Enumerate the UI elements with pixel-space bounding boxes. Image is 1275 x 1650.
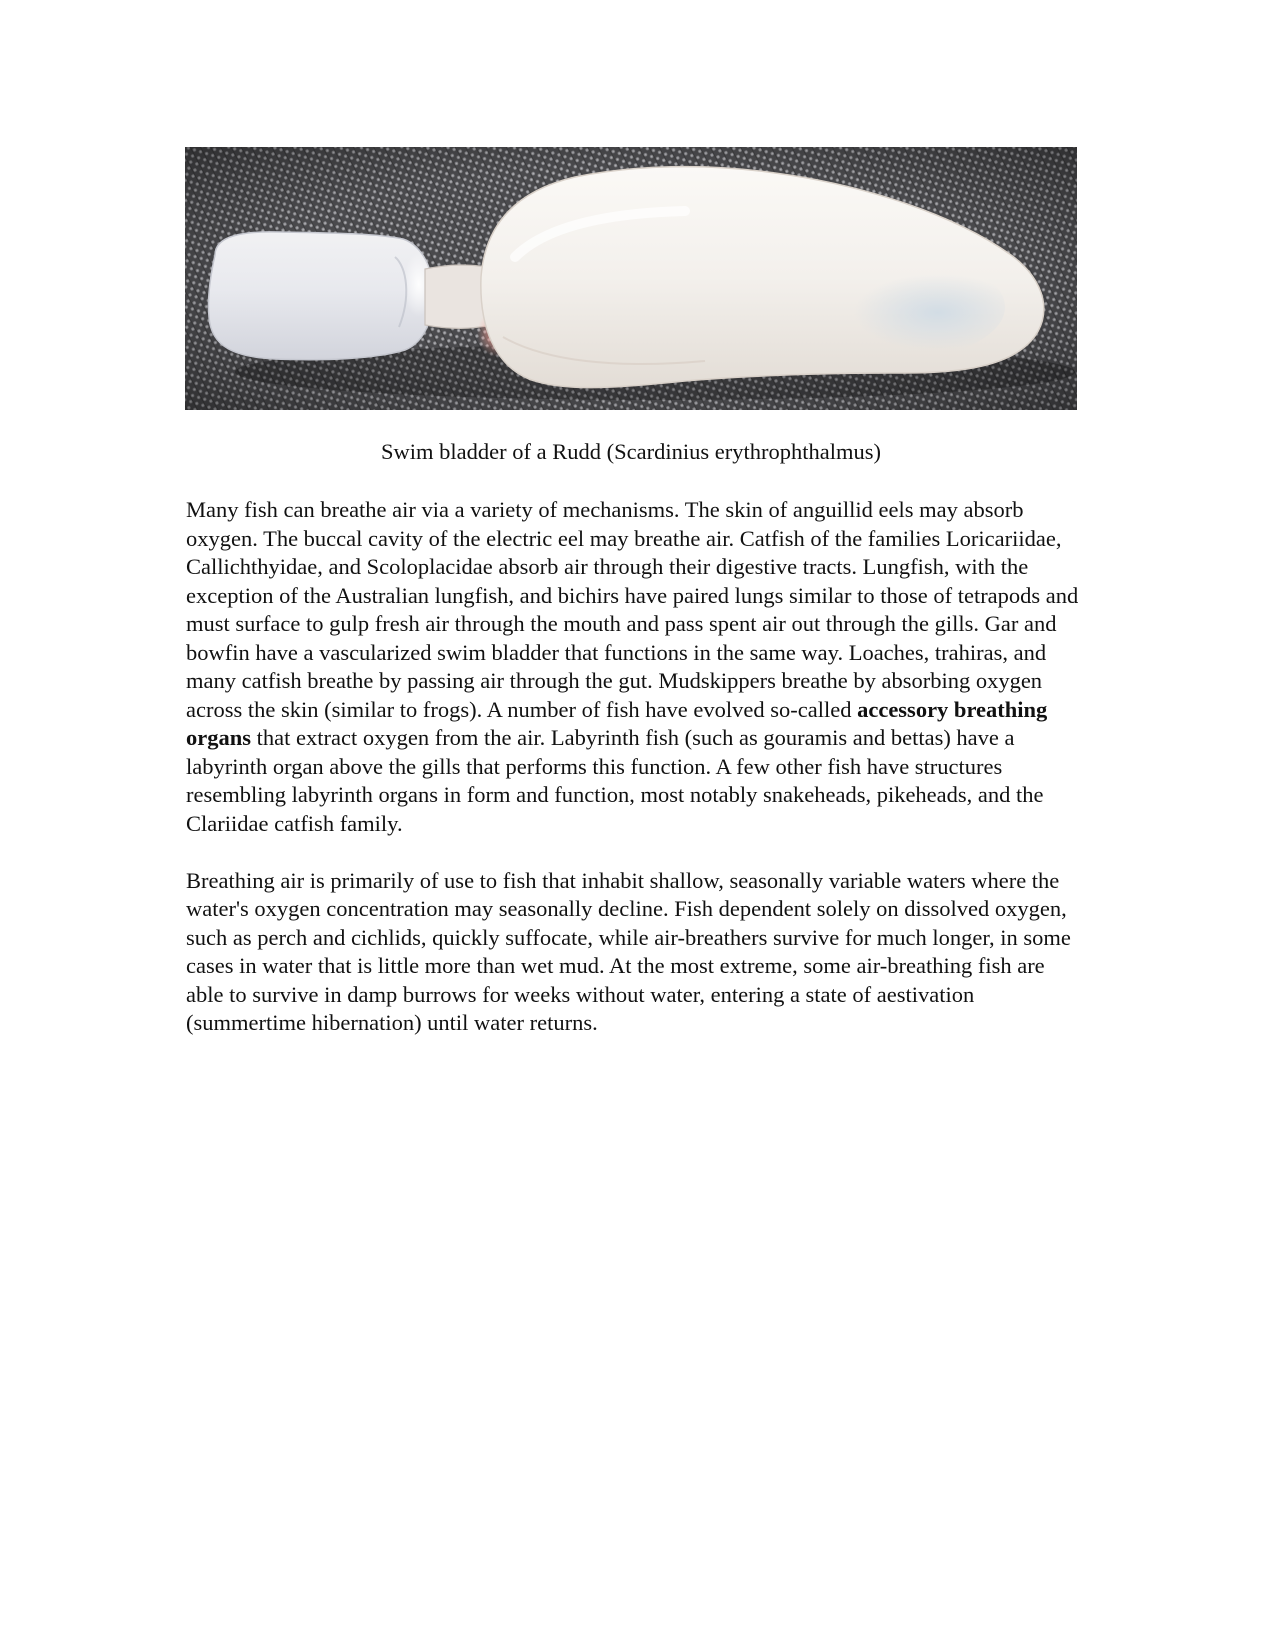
article-body xyxy=(186,496,1086,1066)
swim-bladder-photo xyxy=(185,147,1077,410)
paragraph-text: Many fish can breathe air via a variety of mechanisms. The skin of anguillid eels may absorb oxygen. The buccal cavity of the electric eel may breathe air. Catfish of the families Loricariidae, Callichthyidae, and Scoloplacidae absorb air through their digestive tracts. Lungfish, with the exception of the Australian lungfish, and bichirs have paired lungs similar to those of tetrapods and must surface to gulp fresh air through the mouth and pass spent air out through the gills. Gar and bowfin have a vascularized swim bladder that functions in the same way. Loaches, trahiras, and many catfish breathe by passing air through the gut. Mudskippers breathe by absorbing oxygen across the skin (similar to frogs). A number of fish have evolved so-called xyxy=(186,497,1079,722)
bold-term: accessory breathing organs xyxy=(186,696,1048,750)
swim-bladder-image xyxy=(185,147,1077,410)
paragraph-air-breathing-mechanisms xyxy=(186,496,1086,838)
figure-caption: Swim bladder of a Rudd (Scardinius erythrophthalmus) xyxy=(381,439,881,464)
paragraph-text: that extract oxygen from the air. Labyrinth fish (such as gouramis and bettas) have a labyrinth organ above the gills that performs this function. A few other fish have structures resembling labyrinth organs in form and function, most notably snakeheads, pikeheads, and the Clariidae catfish family. xyxy=(186,725,1044,836)
paragraph-air-breathing-uses: Breathing air is primarily of use to fish that inhabit shallow, seasonally variable waters where the water's oxygen concentration may seasonally decline. Fish dependent solely on dissolved oxygen, such as perch and cichlids, quickly suffocate, while air-breathers survive for much longer, in some cases in water that is little more than wet mud. At the most extreme, some air-breathing fish are able to survive in damp burrows for weeks without water, entering a state of aestivation (summertime hibernation) until water returns. xyxy=(186,867,1071,1035)
